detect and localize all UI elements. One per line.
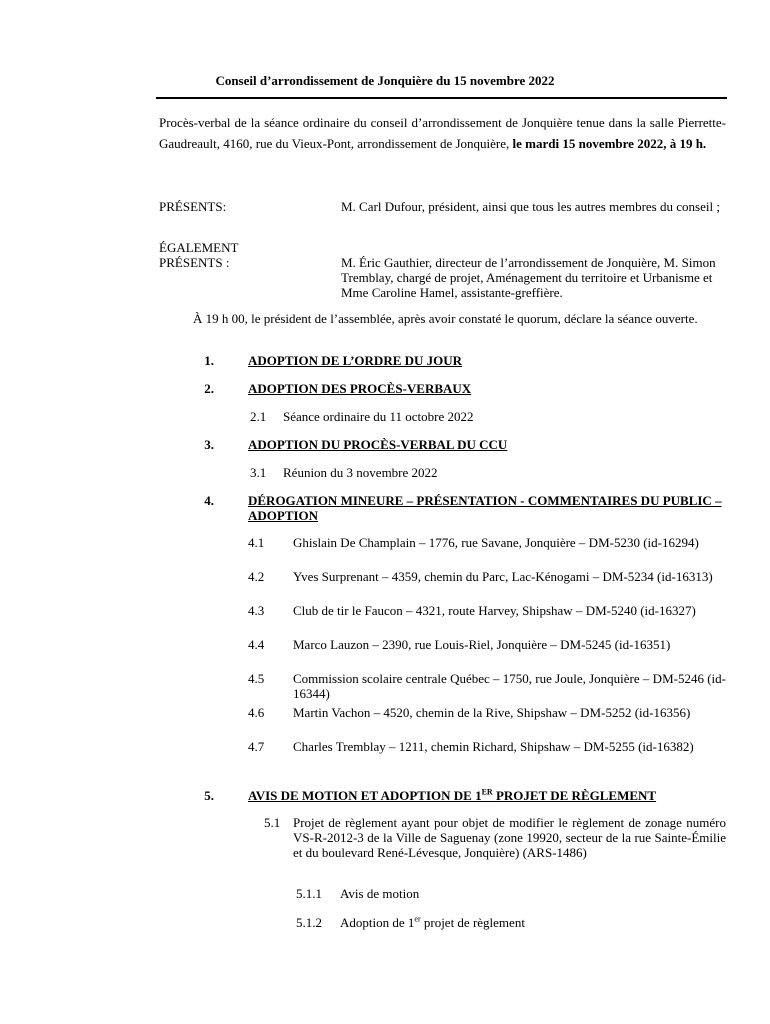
item-text: Charles Tremblay – 1211, chemin Richard, Shipshaw – DM-5255 (id-16382) — [293, 739, 694, 754]
section-heading: ADOPTION DES PROCÈS-VERBAUX — [248, 381, 472, 396]
item-number: 4.6 — [248, 705, 265, 720]
intro-date: le mardi 15 novembre 2022, à 19 h. — [512, 136, 707, 151]
presents-value: M. Carl Dufour, président, ainsi que tous les autres membres du conseil ; — [341, 199, 720, 214]
section-number: 5. — [204, 788, 214, 803]
section-heading: DÉROGATION MINEURE – PRÉSENTATION - COMMENTAIRES DU PUBLIC – ADOPTION — [248, 493, 722, 523]
egalement-label-line2: PRÉSENTS : — [159, 255, 230, 270]
item-text: Martin Vachon – 4520, chemin de la Rive, Shipshaw – DM-5252 (id-16356) — [293, 705, 691, 720]
section-number: 2. — [204, 381, 214, 396]
egalement-label-line1: ÉGALEMENT — [159, 240, 239, 255]
item-number: 4.5 — [248, 671, 265, 686]
opening-paragraph: À 19 h 00, le président de l’assemblée, après avoir constaté le quorum, déclare la séance ouverte. — [193, 311, 698, 326]
item-text: Projet de règlement ayant pour objet de modifier le règlement de zonage numéro VS-R-2012-3 de la Ville de Saguenay (zone 19920, secteur de la rue Sainte-Émilie et du boulevard René-Lévesque, Jonquière) (ARS-1486) — [293, 815, 726, 860]
document-title: Conseil d’arrondissement de Jonquière du 15 novembre 2022 — [215, 73, 555, 88]
title-rule — [156, 97, 727, 99]
item-number: 3.1 — [250, 465, 267, 480]
heading-part: AVIS DE MOTION ET ADOPTION DE 1 — [248, 788, 482, 803]
subitem-superscript: er — [414, 914, 421, 924]
item-text: Yves Surprenant – 4359, chemin du Parc, Lac-Kénogami – DM-5234 (id-16313) — [293, 569, 713, 584]
item-number: 2.1 — [250, 409, 267, 424]
heading-part: PROJET DE RÈGLEMENT — [492, 788, 657, 803]
item-text: Ghislain De Champlain – 1776, rue Savane, Jonquière – DM-5230 (id-16294) — [293, 535, 699, 550]
presents-label: PRÉSENTS: — [159, 199, 227, 214]
item-number: 4.3 — [248, 603, 265, 618]
subitem-number: 5.1.2 — [296, 915, 322, 930]
section-number: 3. — [204, 437, 214, 452]
heading-superscript: ER — [481, 787, 493, 797]
item-number: 4.2 — [248, 569, 265, 584]
section-number: 4. — [204, 493, 214, 508]
section-heading: ADOPTION DE L’ORDRE DU JOUR — [248, 353, 463, 368]
section-heading: ADOPTION DU PROCÈS-VERBAL DU CCU — [248, 437, 508, 452]
egalement-label — [159, 240, 238, 270]
item-text: Commission scolaire centrale Québec – 1750, rue Joule, Jonquière – DM-5246 (id-16344) — [293, 671, 726, 701]
subitem-number: 5.1.1 — [296, 886, 322, 901]
intro-text: Procès-verbal de la séance ordinaire du conseil d’arrondissement de Jonquière tenue dans la salle Pierrette-Gaudreault, 4160, rue du Vieux-Pont, arrondissement de Jonquière, — [159, 115, 726, 151]
item-text: Réunion du 3 novembre 2022 — [283, 465, 438, 480]
item-number: 5.1 — [264, 815, 281, 830]
item-text: Séance ordinaire du 11 octobre 2022 — [283, 409, 474, 424]
item-number: 4.1 — [248, 535, 265, 550]
item-text: Marco Lauzon – 2390, rue Louis-Riel, Jonquière – DM-5245 (id-16351) — [293, 637, 671, 652]
item-number: 4.7 — [248, 739, 265, 754]
subitem-text: Avis de motion — [340, 886, 420, 901]
item-number: 4.4 — [248, 637, 265, 652]
subitem-text — [340, 915, 720, 930]
section-heading — [248, 788, 726, 803]
subitem-text-part: projet de règlement — [420, 915, 525, 930]
item-text: Club de tir le Faucon – 4321, route Harvey, Shipshaw – DM-5240 (id-16327) — [293, 603, 696, 618]
subitem-text-part: Adoption de 1 — [340, 915, 415, 930]
egalement-value: M. Éric Gauthier, directeur de l’arrondissement de Jonquière, M. Simon Tremblay, chargé de projet, Aménagement du territoire et Urbanisme et Mme Caroline Hamel, assistante-greffière. — [341, 255, 716, 300]
intro-paragraph — [159, 112, 726, 154]
section-number: 1. — [204, 353, 214, 368]
